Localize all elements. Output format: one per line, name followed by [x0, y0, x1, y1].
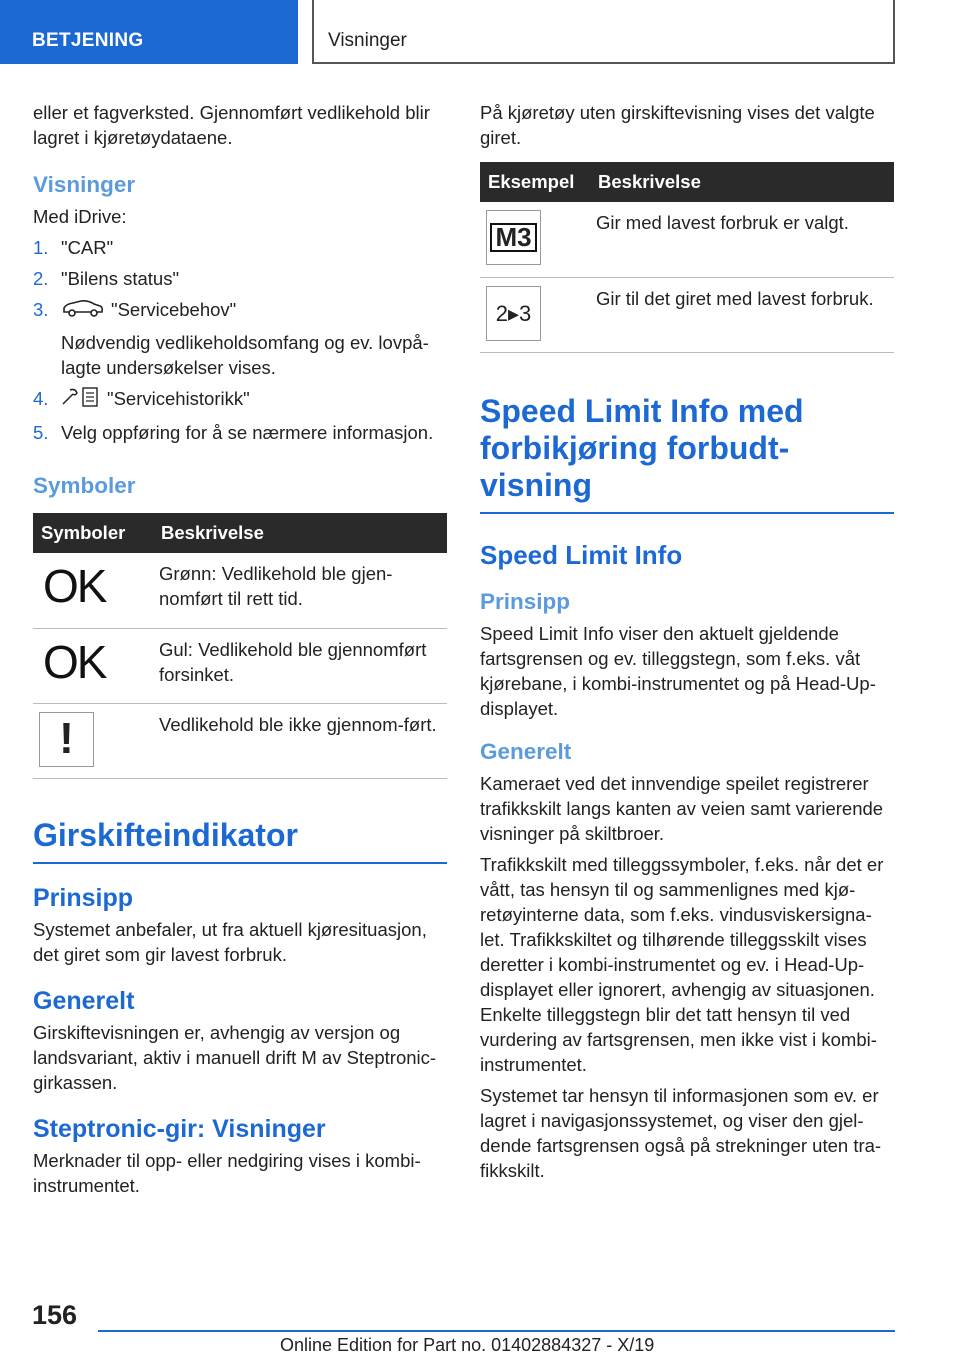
- page-header: [0, 0, 960, 66]
- girskift-heading: Girskifteindikator: [33, 817, 447, 864]
- page-number: 156: [32, 1300, 78, 1330]
- table-row: M3 Gir med lavest forbruk er valgt.: [480, 202, 894, 277]
- table-row: OK Gul: Vedlikehold ble gjennomført forsinket.: [33, 628, 447, 703]
- prinsipp-text-right: Speed Limit Info viser den aktuelt gjeldende fartsgrensen og ev. tilleggstegn, som f.eks. våt kjørebane, i kombi-instrumentet og på Head-Up-displayet.: [480, 622, 876, 719]
- column-header: Symboler: [33, 513, 153, 553]
- list-item: 5. Velg oppføring for å se nærmere informasjon.: [33, 422, 434, 444]
- prinsipp-heading: Prinsipp: [33, 883, 134, 912]
- paragraph: Systemet tar hensyn til informasjonen som ev. er lagret i navigasjonssystemet, og viser den gjel-dende fartsgrensen også på strekninger uten tra-fikkskilt.: [480, 1084, 882, 1181]
- table-row: ! Vedlikehold ble ikke gjennom-ført.: [33, 703, 447, 778]
- column-header: Beskrivelse: [153, 513, 447, 553]
- section-label: BETJENING: [0, 0, 298, 64]
- speed-limit-heading: Speed Limit Info med forbikjøring forbudt-visning: [480, 393, 894, 514]
- visninger-heading: Visninger: [33, 172, 136, 197]
- table-header-row: [33, 513, 447, 553]
- table-row: OK Grønn: Vedlikehold ble gjen-nomført til rett tid.: [33, 553, 447, 628]
- gear-intro-text: På kjøretøy uten girskiftevisning vises det valgte giret.: [480, 102, 875, 148]
- list-item: 2. "Bilens status": [33, 268, 180, 289]
- service-history-icon: [61, 386, 101, 414]
- ok-green-icon: OK: [43, 560, 106, 613]
- edition-text: Online Edition for Part no. 01402884327 - X/19: [280, 1335, 655, 1355]
- steps-list: [33, 235, 447, 445]
- generelt-text: Girskiftevisningen er, avhengig av versjon og landsvariant, aktiv i manuell drift M av Steptronic-girkassen.: [33, 1021, 437, 1093]
- list-item: 1. "CAR": [33, 237, 114, 258]
- intro-text: eller et fagverksted. Gjennomført vedlikehold blir lagret i kjøretøydataene.: [33, 102, 430, 148]
- ok-yellow-icon: OK: [43, 635, 106, 688]
- car-icon: [61, 298, 105, 324]
- list-item: 3. "Servicebehov" Nødvendig vedlikeholdsomfang og ev. lovpå-lagte undersøkelser vises.: [33, 297, 447, 380]
- list-item: 4. "Servicehistorikk": [33, 386, 447, 414]
- steptronic-text: Merknader til opp- eller nedgiring vises i kombi-instrumentet.: [33, 1149, 421, 1196]
- column-header: Eksempel: [480, 162, 590, 202]
- prinsipp-text: Systemet anbefaler, ut fra aktuell kjøresituasjon, det giret som gir lavest forbruk.: [33, 918, 427, 965]
- table-header-row: [480, 162, 894, 202]
- prinsipp-heading-right: Prinsipp: [480, 588, 571, 614]
- symbols-table: [33, 513, 447, 779]
- gear-m3-icon: M3: [486, 210, 541, 265]
- exclamation-icon: !: [39, 712, 94, 767]
- paragraph: Kameraet ved det innvendige speilet registrerer trafikkskilt langs kanten av veien samt varierende visninger på skiltbroer.: [480, 772, 884, 844]
- gear-table: [480, 162, 894, 353]
- footer-divider: [98, 1330, 895, 1332]
- step-subtext: Nødvendig vedlikeholdsomfang og ev. lovpå-lagte undersøkelser vises.: [61, 332, 429, 379]
- symboler-heading: Symboler: [33, 473, 136, 499]
- gear-upshift-icon: 2▸3: [486, 286, 541, 341]
- table-row: 2▸3 Gir til det giret med lavest forbruk.: [480, 277, 894, 352]
- generelt-heading-right: Generelt: [480, 738, 572, 764]
- paragraph: Trafikkskilt med tilleggssymboler, f.eks. når det er vått, tas hensyn til og sammenlignes med kjø-retøyinterne data, som f.eks. vindusviskersigna-let. Trafikkskiltet og tilhørende tilleggsskilt vises deretter i kombi-instrumentet og ev. i Head-Up-displayet eller ignorert, avhengig av situasjonen. Enkelte tilleggstegn blir det tatt hensyn til ved vurdering av fartsgrensen, men ikke vist i kombi-instrumentet.: [480, 853, 884, 1075]
- right-column: [480, 100, 894, 1189]
- sli-heading: Speed Limit Info: [480, 539, 683, 570]
- page-title: Visninger: [312, 0, 895, 64]
- column-header: Beskrivelse: [590, 162, 894, 202]
- left-column: [33, 100, 447, 1204]
- generelt-heading: Generelt: [33, 986, 135, 1015]
- steptronic-heading: Steptronic-gir: Visninger: [33, 1114, 326, 1143]
- idrive-label: Med iDrive:: [33, 206, 127, 227]
